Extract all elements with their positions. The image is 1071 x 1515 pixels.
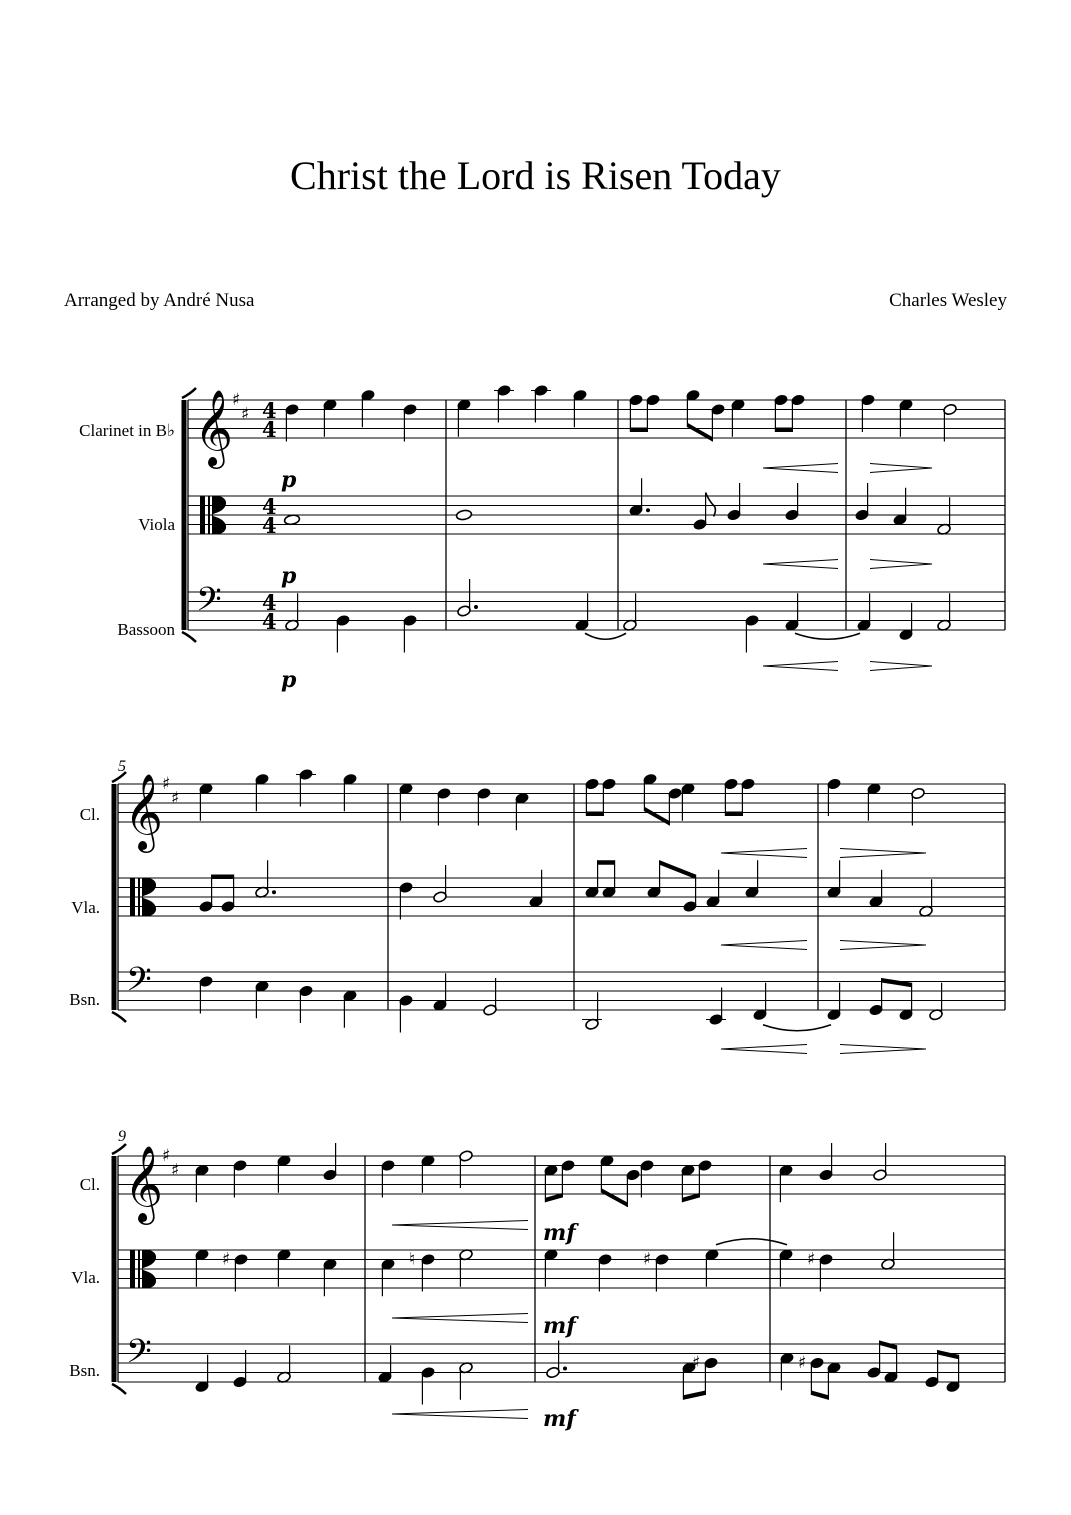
note-beam [938,1350,959,1359]
note-beam [630,428,647,433]
crescendo-hairpin [763,564,838,569]
instrument-label-bassoon-short: Bsn. [69,1361,100,1380]
notehead [284,514,300,525]
diminuendo-hairpin [870,662,932,667]
alto-clef-icon [138,878,140,916]
diminuendo-hairpin [870,468,932,473]
time-signature-denominator: 4 [262,417,277,442]
sharp-icon: ♯ [232,390,241,410]
diminuendo-hairpin [840,1045,926,1050]
alto-clef-icon [130,1250,135,1288]
instrument-label-viola: Viola [138,515,175,534]
crescendo-hairpin [763,464,838,469]
time-signature-numerator: 4 [262,398,277,423]
crescendo-hairpin [392,1414,528,1419]
dynamic-marking: mf [543,1313,576,1339]
tie [763,1025,831,1031]
augmentation-dot [646,508,650,512]
crescendo-hairpin [392,1410,528,1415]
instrument-label-viola-short: Vla. [71,898,100,917]
system-bracket [182,632,196,642]
augmentation-dot [474,605,478,609]
sharp-icon: ♯ [171,1160,180,1181]
crescendo-hairpin [392,1221,528,1226]
composer-credit: Charles Wesley [889,290,1007,311]
score-title: Christ the Lord is Risen Today [290,153,781,198]
crescendo-hairpin [721,945,807,950]
alto-clef-icon [130,878,135,916]
alto-clef-icon [208,496,210,534]
crescendo-hairpin [392,1225,528,1230]
crescendo-hairpin [763,560,838,565]
bass-clef-icon: 𝄢 [126,961,152,1007]
system-bracket [112,1384,126,1394]
note-beam [601,1188,627,1207]
sharp-icon: ♯ [162,774,171,794]
time-signature-denominator: 4 [262,513,277,538]
crescendo-hairpin [721,1045,807,1050]
sharp-icon: ♯ [241,404,250,425]
diminuendo-hairpin [870,464,932,469]
instrument-label-viola-short: Vla. [71,1268,100,1287]
tie [795,633,860,639]
time-signature-numerator: 4 [262,494,277,519]
note-beam [586,812,603,817]
measure-number: 5 [118,758,126,775]
time-signature-numerator: 4 [262,590,277,615]
time-signature-denominator: 4 [262,609,277,634]
note-beam [882,978,912,987]
augmentation-dot [563,1367,567,1371]
system-bracket [112,1012,126,1022]
bass-clef-icon: 𝄢 [126,1333,152,1379]
sharp-icon: ♯ [807,1249,816,1270]
dynamic-marking: p [281,563,297,589]
diminuendo-hairpin [840,945,926,950]
note-beam [687,423,712,442]
bass-clef-icon: 𝄢 [196,581,222,627]
treble-clef-icon: 𝄞 [124,773,164,850]
tie [716,1239,787,1245]
sharp-icon: ♯ [222,1249,231,1270]
crescendo-hairpin [721,849,807,854]
diminuendo-hairpin [840,1049,926,1054]
crescendo-hairpin [721,853,807,858]
tie [585,633,626,639]
dynamic-marking: p [281,467,297,493]
crescendo-hairpin [721,941,807,946]
crescendo-hairpin [763,666,838,671]
diminuendo-hairpin [840,853,926,858]
natural-icon: ♮ [409,1249,416,1270]
diminuendo-hairpin [870,666,932,671]
dynamic-marking: p [281,667,297,693]
diminuendo-hairpin [870,560,932,565]
alto-clef-icon [200,496,205,534]
instrument-label-bassoon: Bassoon [117,620,175,639]
note-beam [880,1341,897,1350]
crescendo-hairpin [392,1318,528,1323]
dynamic-marking: mf [543,1220,576,1246]
sharp-icon: ♯ [643,1249,652,1270]
arranger-credit: Arranged by André Nusa [64,290,255,311]
note-beam [660,860,696,879]
treble-clef-icon: 𝄞 [194,389,234,466]
augmentation-dot [272,890,276,894]
note-beam [775,428,792,433]
diminuendo-hairpin [870,564,932,569]
notehead [456,509,472,520]
instrument-label-bassoon-short: Bsn. [69,990,100,1009]
diminuendo-hairpin [840,849,926,854]
sharp-icon: ♯ [162,1146,171,1166]
instrument-label-clarinet-short: Cl. [79,805,100,824]
note-beam [644,807,669,826]
dynamic-marking: mf [543,1406,576,1432]
instrument-label-clarinet: Clarinet in B♭ [79,421,175,440]
crescendo-hairpin [763,662,838,667]
note-beam [598,860,615,865]
instrument-label-clarinet-short: Cl. [79,1175,100,1194]
note-beam [811,1391,828,1400]
crescendo-hairpin [763,468,838,473]
sharp-icon: ♯ [171,788,180,809]
note-beam [725,812,742,817]
sharp-icon: ♯ [798,1353,807,1373]
alto-clef-icon [138,1250,140,1288]
crescendo-hairpin [721,1049,807,1054]
treble-clef-icon: 𝄞 [124,1145,164,1222]
note-beam [683,1391,705,1400]
diminuendo-hairpin [840,941,926,946]
crescendo-hairpin [392,1314,528,1319]
measure-number: 9 [118,1128,126,1145]
sharp-icon: ♯ [692,1353,701,1373]
note-beam [212,875,234,880]
